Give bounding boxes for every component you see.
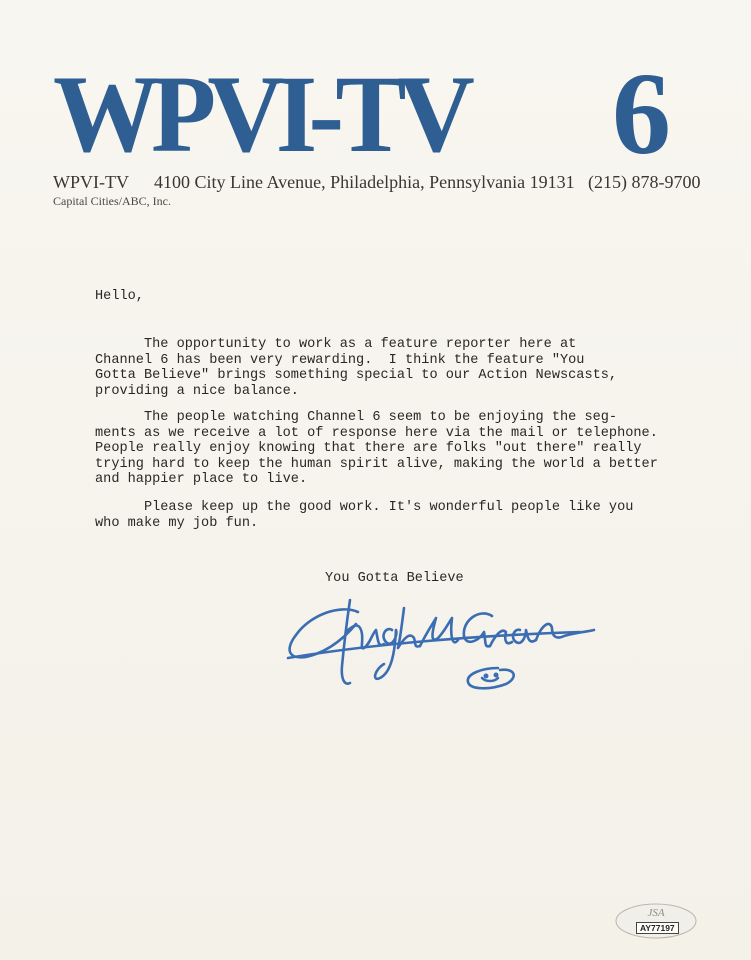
street-address: 4100 City Line Avenue, Philadelphia, Pennsylvania 19131: [154, 172, 575, 192]
handwritten-signature: [280, 590, 600, 700]
authentication-hologram: [614, 902, 698, 940]
station-logo: WPVI-TV: [53, 53, 467, 175]
jsa-logo-text: JSA: [647, 907, 665, 919]
phone-number: (215) 878-9700: [588, 172, 701, 192]
paragraph-1: The opportunity to work as a feature reporter here at Channel 6 has been very rewarding. I think the feature "You Gotta Believe" brings something special to our Action Newscasts, providing a nice balance.: [95, 337, 618, 399]
greeting: Hello,: [95, 289, 144, 304]
channel-number: 6: [612, 48, 671, 179]
paragraph-2: The people watching Channel 6 seem to be enjoying the seg- ments as we receive a lot of response here via the mail or telephone. People really enjoy knowing that there are folks "out there" really trying hard to keep the human spirit alive, making the world a better and happier place to live.: [95, 410, 658, 488]
certificate-id: AY77197: [636, 922, 679, 934]
callsign-text: WPVI-TV: [53, 172, 129, 192]
parent-company: Capital Cities/ABC, Inc.: [53, 194, 171, 208]
closing-line: You Gotta Believe: [325, 571, 464, 586]
paragraph-3: Please keep up the good work. It's wonderful people like you who make my job fun.: [95, 500, 634, 531]
